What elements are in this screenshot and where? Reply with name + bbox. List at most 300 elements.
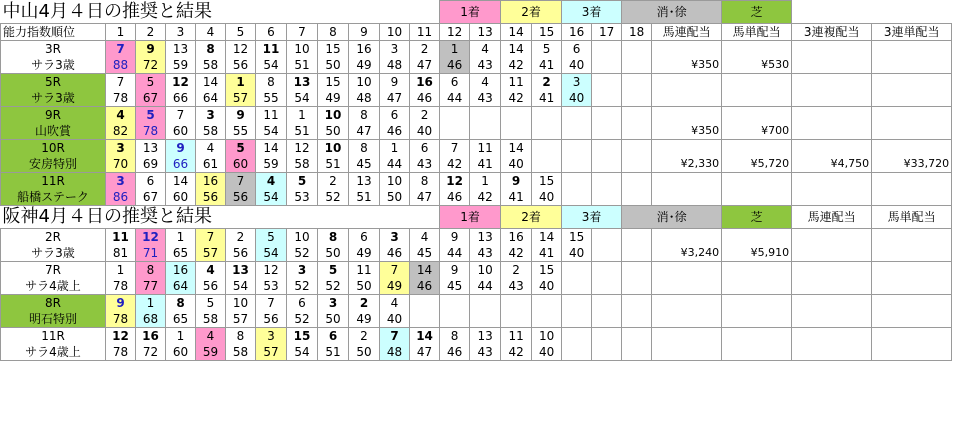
horse-number: 7 <box>256 294 287 311</box>
payout-value-1: ¥5,910 <box>722 245 792 262</box>
horse-index: 46 <box>380 123 410 140</box>
horse-number <box>440 106 470 123</box>
horse-index: 42 <box>501 90 532 107</box>
payout-value-0 <box>652 90 722 107</box>
payout-value-3 <box>872 245 952 262</box>
payout-3 <box>872 228 952 245</box>
rank-col-18: 18 <box>622 23 652 40</box>
horse-number: 8 <box>136 261 166 278</box>
horse-index <box>532 156 562 173</box>
payout-2 <box>792 172 872 189</box>
horse-number: 2 <box>349 327 380 344</box>
horse-index: 51 <box>349 189 380 206</box>
horse-index: 78 <box>136 123 166 140</box>
horse-number: 7 <box>440 139 470 156</box>
rank-col-16: 16 <box>562 23 592 40</box>
horse-number: 15 <box>562 228 592 245</box>
rank-col-11: 11 <box>410 23 440 40</box>
rank-col-4: 4 <box>196 23 226 40</box>
rank-col-15: 15 <box>532 23 562 40</box>
horse-index: 57 <box>226 90 256 107</box>
horse-number <box>562 261 592 278</box>
horse-index: 57 <box>256 344 287 361</box>
horse-index <box>592 311 622 328</box>
payout-value-1: ¥530 <box>722 57 792 74</box>
horse-number <box>622 228 652 245</box>
horse-number: 1 <box>380 139 410 156</box>
race-condition: サラ4歳上 <box>1 278 106 295</box>
horse-number: 11 <box>106 228 136 245</box>
payout-value-0 <box>652 189 722 206</box>
horse-index <box>622 123 652 140</box>
payout-header-0: 馬連配当 <box>652 23 722 40</box>
horse-number: 8 <box>256 73 287 90</box>
horse-index: 66 <box>166 90 196 107</box>
horse-index <box>532 123 562 140</box>
horse-index <box>410 311 440 328</box>
horse-number: 10 <box>287 228 318 245</box>
horse-number: 10 <box>470 261 501 278</box>
horse-index: 44 <box>440 245 470 262</box>
payout-0 <box>652 40 722 57</box>
horse-number: 8 <box>440 327 470 344</box>
horse-index: 52 <box>318 189 349 206</box>
horse-index: 59 <box>196 344 226 361</box>
horse-index <box>592 57 622 74</box>
horse-index: 66 <box>166 156 196 173</box>
horse-index: 47 <box>410 189 440 206</box>
horse-index: 67 <box>136 90 166 107</box>
payout-value-3: ¥33,720 <box>872 156 952 173</box>
rank-col-1: 1 <box>106 23 136 40</box>
payout-3 <box>872 73 952 90</box>
horse-number: 1 <box>470 172 501 189</box>
horse-index <box>622 57 652 74</box>
payout-value-0 <box>652 278 722 295</box>
horse-number <box>562 294 592 311</box>
legend-third: 3着 <box>562 205 622 228</box>
horse-index <box>562 278 592 295</box>
horse-index: 59 <box>256 156 287 173</box>
payout-value-2 <box>792 278 872 295</box>
payout-value-0 <box>652 311 722 328</box>
horse-index: 64 <box>166 278 196 295</box>
payout-2 <box>792 327 872 344</box>
rank-col-17: 17 <box>592 23 622 40</box>
payout-2 <box>792 106 872 123</box>
horse-index: 40 <box>410 123 440 140</box>
horse-number: 1 <box>287 106 318 123</box>
horse-index: 60 <box>226 156 256 173</box>
horse-number: 16 <box>501 228 532 245</box>
horse-number <box>562 327 592 344</box>
horse-number: 2 <box>318 172 349 189</box>
race-condition: サラ3歳 <box>1 245 106 262</box>
horse-index: 54 <box>287 344 318 361</box>
horse-number: 12 <box>106 327 136 344</box>
horse-index: 40 <box>532 344 562 361</box>
horse-number: 14 <box>501 139 532 156</box>
horse-number: 9 <box>440 261 470 278</box>
race-condition: サラ4歳上 <box>1 344 106 361</box>
payout-1 <box>722 294 792 311</box>
horse-number: 3 <box>287 261 318 278</box>
legend-turf: 芝 <box>722 1 792 24</box>
horse-number <box>562 172 592 189</box>
horse-number: 5 <box>136 106 166 123</box>
horse-index <box>622 344 652 361</box>
horse-index: 46 <box>440 57 470 74</box>
horse-index <box>622 189 652 206</box>
horse-number: 6 <box>562 40 592 57</box>
horse-index: 49 <box>318 90 349 107</box>
horse-number: 7 <box>106 73 136 90</box>
horse-index: 88 <box>106 57 136 74</box>
horse-number: 16 <box>136 327 166 344</box>
payout-value-3 <box>872 123 952 140</box>
horse-index: 44 <box>470 278 501 295</box>
payout-value-3 <box>872 278 952 295</box>
horse-index: 43 <box>470 90 501 107</box>
payout-3 <box>872 106 952 123</box>
horse-number: 8 <box>318 228 349 245</box>
race-condition: サラ3歳 <box>1 57 106 74</box>
horse-number: 9 <box>501 172 532 189</box>
horse-number <box>501 106 532 123</box>
payout-2 <box>792 139 872 156</box>
horse-index <box>440 123 470 140</box>
payout-value-2 <box>792 57 872 74</box>
horse-number: 1 <box>166 327 196 344</box>
horse-number: 11 <box>349 261 380 278</box>
horse-number <box>440 294 470 311</box>
payout-1 <box>722 261 792 278</box>
horse-number <box>622 327 652 344</box>
payout-3 <box>872 139 952 156</box>
horse-index: 65 <box>166 311 196 328</box>
horse-number: 10 <box>318 139 349 156</box>
horse-index <box>562 311 592 328</box>
payout-0 <box>652 327 722 344</box>
horse-index: 58 <box>287 156 318 173</box>
horse-number: 11 <box>501 327 532 344</box>
horse-number: 2 <box>532 73 562 90</box>
horse-index <box>501 123 532 140</box>
race-condition: 安房特別 <box>1 156 106 173</box>
rank-col-5: 5 <box>226 23 256 40</box>
horse-index: 58 <box>226 344 256 361</box>
horse-number: 9 <box>380 73 410 90</box>
horse-number: 3 <box>106 139 136 156</box>
horse-index: 61 <box>196 156 226 173</box>
horse-index: 41 <box>532 245 562 262</box>
horse-index: 40 <box>532 278 562 295</box>
horse-number: 2 <box>410 40 440 57</box>
horse-number: 10 <box>287 40 318 57</box>
horse-number: 4 <box>470 73 501 90</box>
horse-index <box>532 311 562 328</box>
horse-index <box>622 311 652 328</box>
horse-number: 4 <box>410 228 440 245</box>
payout-value-1: ¥700 <box>722 123 792 140</box>
payout-1 <box>722 172 792 189</box>
payout-value-3 <box>872 311 952 328</box>
horse-number <box>622 40 652 57</box>
legend-turf: 芝 <box>722 205 792 228</box>
horse-number <box>592 261 622 278</box>
payout-value-2 <box>792 311 872 328</box>
horse-number: 6 <box>349 228 380 245</box>
horse-number: 3 <box>318 294 349 311</box>
horse-index: 49 <box>380 278 410 295</box>
payout-value-3 <box>872 344 952 361</box>
horse-index: 57 <box>196 245 226 262</box>
horse-index: 78 <box>106 344 136 361</box>
race-number: 9R <box>1 106 106 123</box>
horse-index: 42 <box>440 156 470 173</box>
horse-number: 11 <box>470 139 501 156</box>
horse-index: 45 <box>410 245 440 262</box>
horse-index: 78 <box>106 311 136 328</box>
race-number: 11R <box>1 327 106 344</box>
payout-0 <box>652 261 722 278</box>
horse-number: 14 <box>501 40 532 57</box>
payout-value-2 <box>792 344 872 361</box>
horse-number <box>501 294 532 311</box>
horse-index: 46 <box>410 90 440 107</box>
horse-index <box>592 90 622 107</box>
horse-number: 11 <box>256 40 287 57</box>
rank-col-7: 7 <box>287 23 318 40</box>
payout-header-3: 3連単配当 <box>872 23 952 40</box>
horse-number: 16 <box>196 172 226 189</box>
horse-index: 68 <box>136 311 166 328</box>
race-condition: 山吹賞 <box>1 123 106 140</box>
horse-index: 65 <box>166 245 196 262</box>
horse-index: 46 <box>410 278 440 295</box>
horse-number: 6 <box>380 106 410 123</box>
race-condition: 船橋ステーク <box>1 189 106 206</box>
horse-number <box>592 139 622 156</box>
horse-index <box>470 123 501 140</box>
payout-value-0: ¥350 <box>652 123 722 140</box>
race-number: 8R <box>1 294 106 311</box>
horse-number <box>470 294 501 311</box>
horse-number: 3 <box>562 73 592 90</box>
horse-index: 50 <box>349 344 380 361</box>
horse-number: 2 <box>226 228 256 245</box>
horse-index <box>562 344 592 361</box>
horse-number: 7 <box>106 40 136 57</box>
horse-number: 8 <box>226 327 256 344</box>
rank-col-8: 8 <box>318 23 349 40</box>
horse-index: 42 <box>470 189 501 206</box>
horse-index <box>622 90 652 107</box>
horse-number <box>622 73 652 90</box>
payout-value-0: ¥2,330 <box>652 156 722 173</box>
horse-number: 3 <box>196 106 226 123</box>
horse-number <box>592 172 622 189</box>
payout-1 <box>722 40 792 57</box>
horse-number <box>562 139 592 156</box>
horse-number: 14 <box>196 73 226 90</box>
payout-value-1: ¥5,720 <box>722 156 792 173</box>
horse-number: 15 <box>287 327 318 344</box>
horse-number: 8 <box>166 294 196 311</box>
horse-index: 43 <box>410 156 440 173</box>
horse-number <box>470 106 501 123</box>
horse-index: 41 <box>532 57 562 74</box>
horse-index: 50 <box>349 278 380 295</box>
rank-col-2: 2 <box>136 23 166 40</box>
horse-number <box>562 106 592 123</box>
horse-number <box>410 294 440 311</box>
horse-index: 54 <box>256 57 287 74</box>
horse-number: 16 <box>349 40 380 57</box>
horse-number <box>592 106 622 123</box>
horse-number: 6 <box>287 294 318 311</box>
horse-index: 67 <box>136 189 166 206</box>
payout-1 <box>722 106 792 123</box>
horse-number: 2 <box>410 106 440 123</box>
horse-index: 40 <box>562 57 592 74</box>
payout-value-1 <box>722 189 792 206</box>
payout-0 <box>652 172 722 189</box>
horse-number: 11 <box>256 106 287 123</box>
rank-header: 能力指数順位 <box>1 23 106 40</box>
horse-index <box>592 245 622 262</box>
horse-index: 72 <box>136 344 166 361</box>
payout-header-0: 馬連配当 <box>792 205 872 228</box>
horse-index: 58 <box>196 57 226 74</box>
horse-index: 40 <box>380 311 410 328</box>
payout-value-2 <box>792 90 872 107</box>
horse-index: 42 <box>501 245 532 262</box>
horse-number: 10 <box>380 172 410 189</box>
horse-number <box>622 261 652 278</box>
horse-index: 46 <box>380 245 410 262</box>
horse-index: 58 <box>196 123 226 140</box>
horse-number: 3 <box>256 327 287 344</box>
horse-index: 51 <box>318 156 349 173</box>
section-title: 中山4月４日の推奨と結果 <box>2 0 212 22</box>
race-condition: サラ3歳 <box>1 90 106 107</box>
payout-value-2 <box>792 189 872 206</box>
horse-number: 8 <box>410 172 440 189</box>
horse-number: 7 <box>380 327 410 344</box>
horse-number: 4 <box>106 106 136 123</box>
horse-number: 12 <box>440 172 470 189</box>
horse-number: 13 <box>287 73 318 90</box>
horse-number: 14 <box>410 327 440 344</box>
horse-index: 54 <box>256 245 287 262</box>
payout-value-2 <box>792 123 872 140</box>
horse-index: 56 <box>226 245 256 262</box>
payout-header-1: 馬単配当 <box>872 205 952 228</box>
horse-index: 56 <box>256 311 287 328</box>
payout-2 <box>792 73 872 90</box>
horse-number: 12 <box>136 228 166 245</box>
payout-value-0: ¥350 <box>652 57 722 74</box>
horse-index: 59 <box>166 57 196 74</box>
horse-index: 40 <box>562 90 592 107</box>
horse-index: 50 <box>318 245 349 262</box>
horse-number: 9 <box>166 139 196 156</box>
horse-number: 10 <box>349 73 380 90</box>
horse-number: 15 <box>532 261 562 278</box>
payout-value-1 <box>722 278 792 295</box>
horse-index: 49 <box>349 311 380 328</box>
horse-number: 9 <box>226 106 256 123</box>
payout-3 <box>872 261 952 278</box>
horse-number: 10 <box>318 106 349 123</box>
horse-index: 43 <box>470 245 501 262</box>
horse-number: 5 <box>287 172 318 189</box>
horse-index: 42 <box>501 57 532 74</box>
horse-number: 13 <box>470 228 501 245</box>
horse-index: 51 <box>287 57 318 74</box>
payout-0 <box>652 139 722 156</box>
horse-index: 45 <box>440 278 470 295</box>
race-number: 10R <box>1 139 106 156</box>
horse-index: 47 <box>410 57 440 74</box>
horse-index: 49 <box>349 245 380 262</box>
horse-index: 86 <box>106 189 136 206</box>
horse-index: 53 <box>256 278 287 295</box>
horse-index: 43 <box>470 57 501 74</box>
horse-index: 54 <box>226 278 256 295</box>
payout-1 <box>722 228 792 245</box>
horse-index <box>440 311 470 328</box>
horse-index: 77 <box>136 278 166 295</box>
race-number: 5R <box>1 73 106 90</box>
horse-number: 1 <box>440 40 470 57</box>
horse-number: 12 <box>256 261 287 278</box>
horse-number: 5 <box>226 139 256 156</box>
horse-number <box>532 106 562 123</box>
horse-number: 14 <box>256 139 287 156</box>
payout-2 <box>792 294 872 311</box>
horse-number: 5 <box>136 73 166 90</box>
horse-index: 50 <box>380 189 410 206</box>
horse-index: 51 <box>318 344 349 361</box>
horse-number: 1 <box>166 228 196 245</box>
legend-first: 1着 <box>440 205 501 228</box>
horse-index: 72 <box>136 57 166 74</box>
horse-index: 52 <box>287 245 318 262</box>
horse-number: 1 <box>106 261 136 278</box>
race-number: 7R <box>1 261 106 278</box>
payout-1 <box>722 73 792 90</box>
horse-number: 9 <box>440 228 470 245</box>
horse-number <box>622 139 652 156</box>
horse-index <box>592 278 622 295</box>
horse-number: 4 <box>470 40 501 57</box>
horse-number <box>592 73 622 90</box>
rank-col-10: 10 <box>380 23 410 40</box>
horse-number: 4 <box>196 139 226 156</box>
horse-index: 52 <box>287 311 318 328</box>
horse-index: 47 <box>410 344 440 361</box>
legend-scratch: 消･徐 <box>622 1 722 24</box>
horse-index: 64 <box>196 90 226 107</box>
horse-number: 4 <box>256 172 287 189</box>
horse-number: 3 <box>380 228 410 245</box>
payout-0 <box>652 106 722 123</box>
horse-index: 51 <box>287 123 318 140</box>
rank-col-9: 9 <box>349 23 380 40</box>
horse-index <box>470 311 501 328</box>
